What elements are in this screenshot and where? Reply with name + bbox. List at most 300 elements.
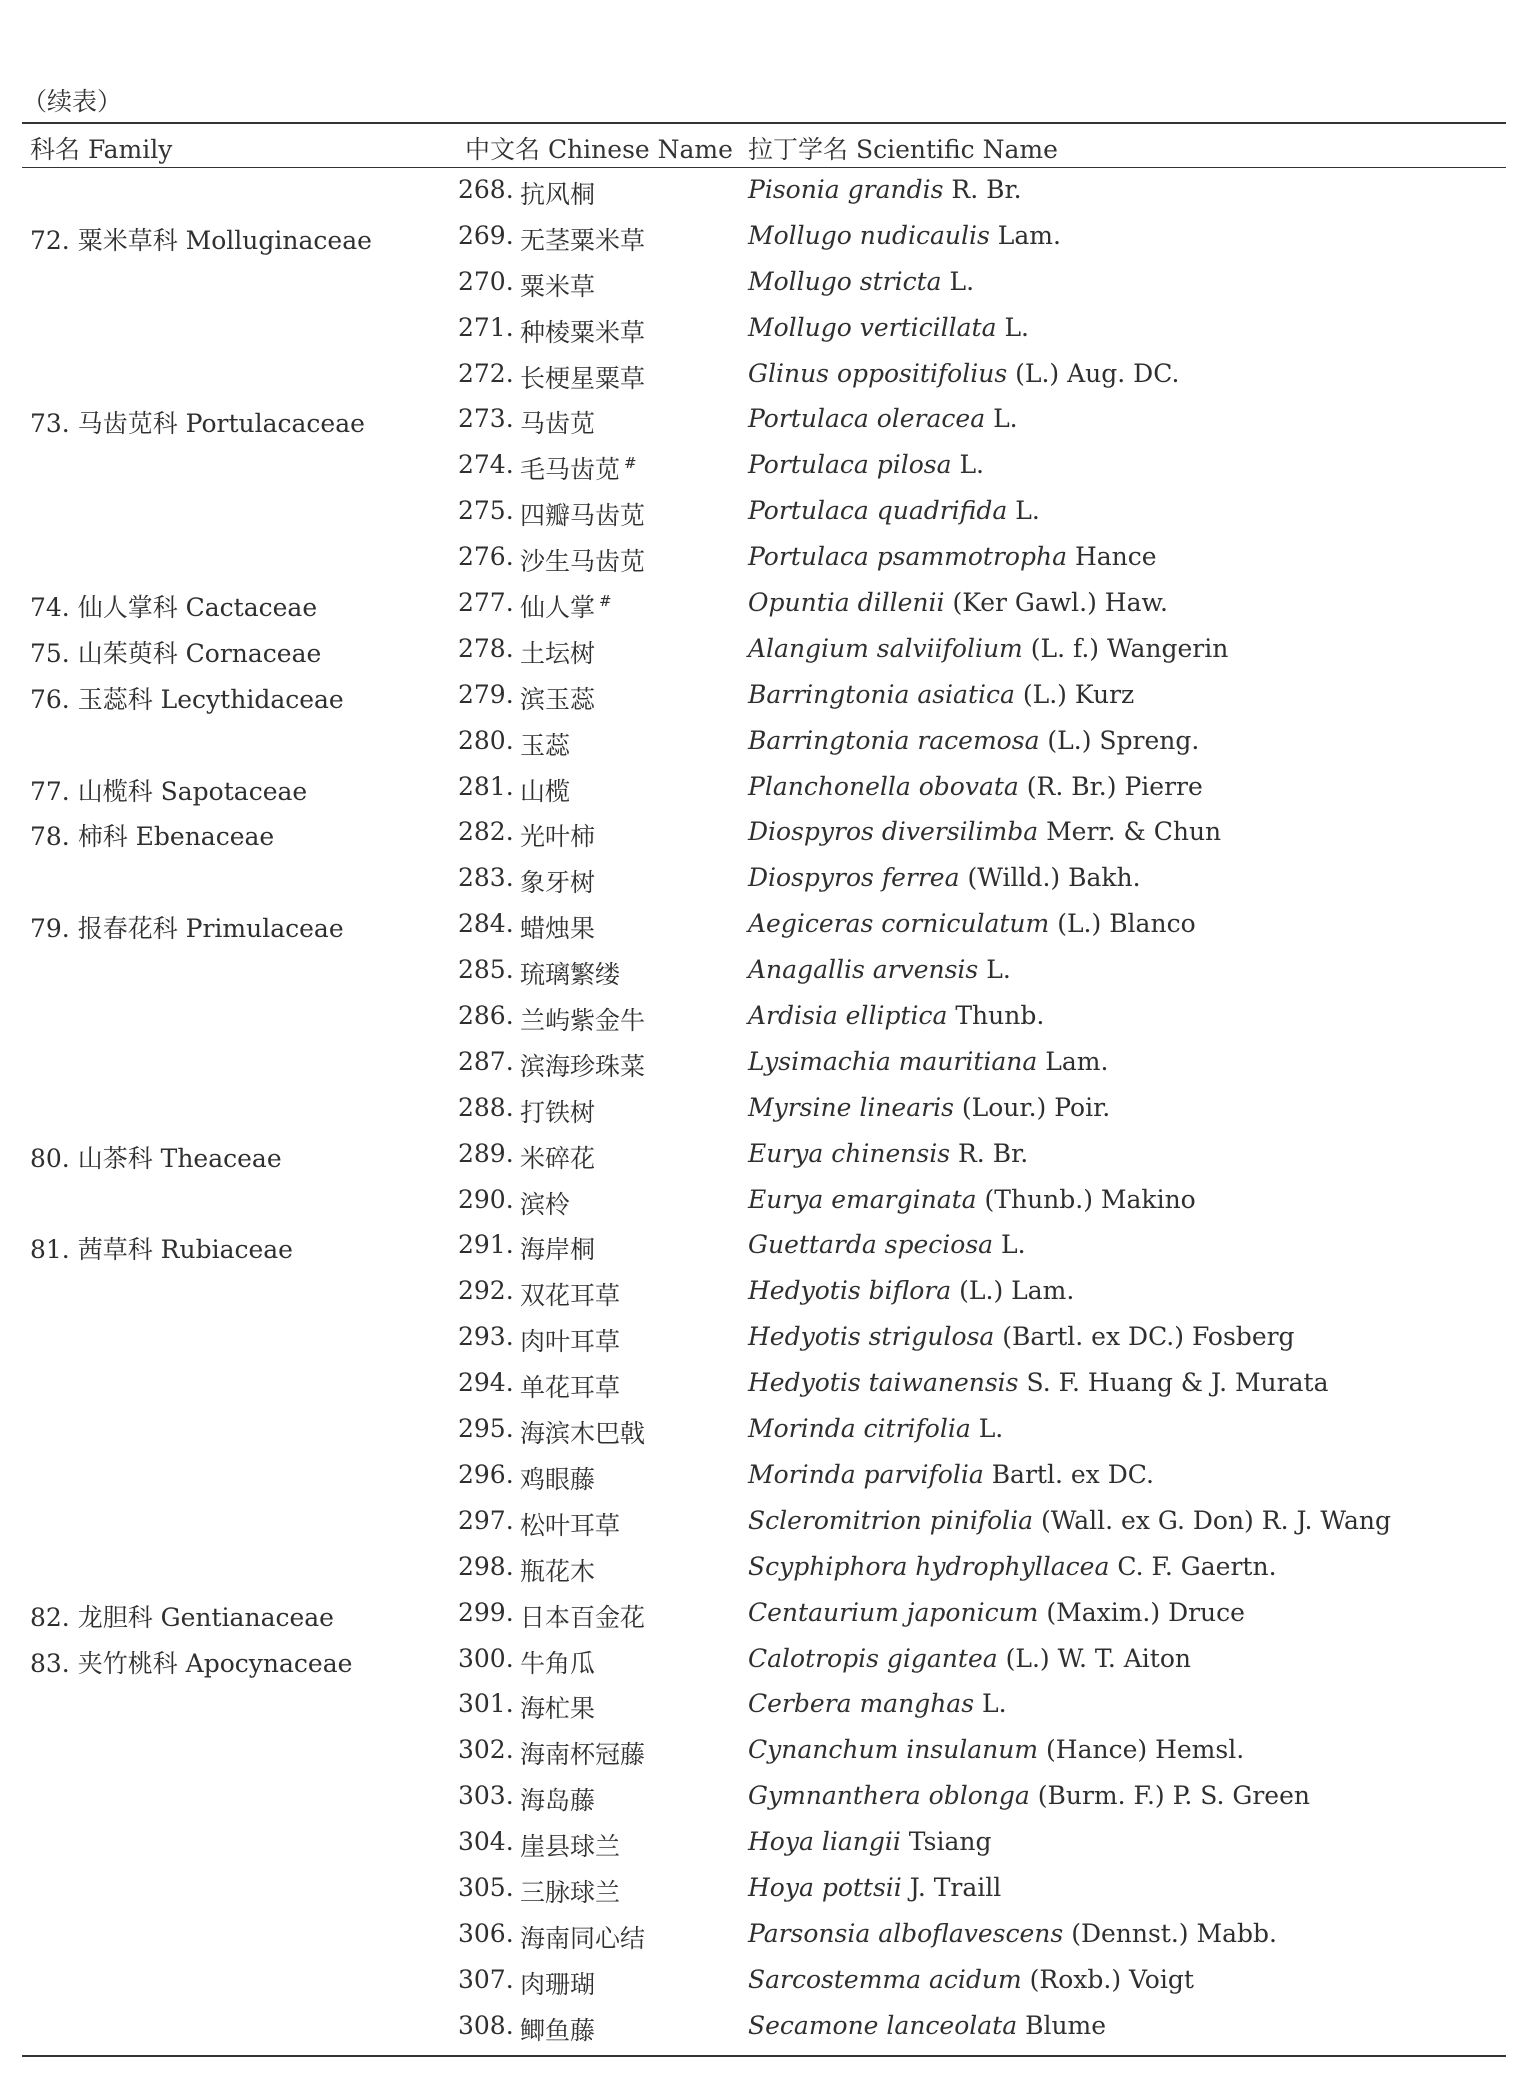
scientific-binomial: Myrsine linearis <box>748 1092 954 1122</box>
scientific-binomial: Portulaca quadrifida <box>748 496 1008 526</box>
family-cell: 78. 柿科 Ebenaceae <box>30 822 275 852</box>
chinese-name-cell <box>520 955 624 991</box>
table-header <box>0 124 1536 167</box>
scientific-binomial: Anagallis arvensis <box>748 955 979 985</box>
chinese-name: 海岛藤 <box>520 1786 596 1816</box>
chinese-name-cell <box>520 1093 599 1129</box>
chinese-name-cell <box>520 313 649 349</box>
species-number: 271. <box>458 312 514 342</box>
chinese-name-cell <box>520 726 574 762</box>
scientific-author: L. <box>1004 312 1030 342</box>
family-cell: 74. 仙人掌科 Cactaceae <box>30 593 318 623</box>
scientific-author: (L.) Blanco <box>1057 909 1196 939</box>
scientific-author: L. <box>993 404 1018 434</box>
species-number: 284. <box>458 909 514 939</box>
scientific-name-cell <box>748 1001 1044 1030</box>
table-row <box>0 1958 1536 2004</box>
scientific-author: (L.) Spreng. <box>1047 725 1200 755</box>
family-cell: 82. 龙胆科 Gentianaceae <box>30 1602 334 1632</box>
chinese-name: 双花耳草 <box>520 1281 621 1311</box>
scientific-name-cell <box>748 221 1061 250</box>
chinese-name: 鲫鱼藤 <box>520 2015 596 2045</box>
scientific-binomial: Calotropis gigantea <box>748 1643 998 1673</box>
species-number: 272. <box>458 358 514 388</box>
chinese-name-cell <box>520 267 599 303</box>
scientific-binomial: Eurya emarginata <box>748 1184 977 1214</box>
scientific-author: L. <box>981 1689 1007 1719</box>
family-cell: 75. 山茱萸科 Cornaceae <box>30 638 322 668</box>
scientific-name-cell <box>748 175 1022 204</box>
family-cell: 80. 山茶科 Theaceae <box>30 1143 282 1173</box>
scientific-author: J. Traill <box>909 1872 1002 1902</box>
scientific-name-cell <box>748 404 1018 433</box>
scientific-binomial: Hedyotis strigulosa <box>748 1322 995 1352</box>
species-number: 290. <box>458 1184 514 1214</box>
chinese-name: 海南同心结 <box>520 1923 646 1953</box>
table-row <box>0 994 1536 1040</box>
table-row <box>0 489 1536 535</box>
scientific-name-cell <box>748 955 1011 984</box>
scientific-name-cell <box>748 1414 1003 1443</box>
species-number: 270. <box>458 266 514 296</box>
scientific-name-cell <box>748 726 1199 755</box>
scientific-name-cell <box>748 588 1168 617</box>
species-number: 278. <box>458 633 514 663</box>
chinese-name: 琉璃繁缕 <box>520 960 621 990</box>
scientific-name-cell <box>748 1919 1277 1948</box>
table-row <box>0 581 1536 627</box>
chinese-name-cell <box>520 1689 599 1725</box>
scientific-name-cell <box>748 1093 1110 1122</box>
scientific-name-cell <box>748 1185 1196 1214</box>
scientific-name-cell <box>748 1735 1244 1764</box>
table-row <box>0 1223 1536 1269</box>
chinese-name: 毛马齿苋 <box>520 455 621 485</box>
chinese-name: 长梗星粟草 <box>520 363 646 393</box>
table-body <box>0 168 1536 2050</box>
scientific-author: Lam. <box>1045 1046 1109 1076</box>
scientific-binomial: Hedyotis taiwanensis <box>748 1368 1019 1398</box>
chinese-name-cell <box>520 1552 599 1588</box>
species-number: 301. <box>458 1689 514 1719</box>
scientific-name-cell <box>748 1460 1154 1489</box>
species-number: 292. <box>458 1276 514 1306</box>
scientific-author: Tsiang <box>908 1827 992 1857</box>
introduced-mark: # <box>599 592 612 611</box>
chinese-name: 鸡眼藤 <box>520 1464 596 1494</box>
species-number: 294. <box>458 1368 514 1398</box>
species-number: 298. <box>458 1551 514 1581</box>
chinese-name: 山榄 <box>520 776 571 806</box>
scientific-binomial: Guettarda speciosa <box>748 1230 994 1260</box>
scientific-name-cell <box>748 359 1179 388</box>
species-number: 286. <box>458 1001 514 1031</box>
chinese-name-cell <box>520 1139 599 1175</box>
chinese-name-cell <box>520 175 599 211</box>
scientific-binomial: Barringtonia racemosa <box>748 725 1040 755</box>
scientific-binomial: Opuntia dillenii <box>748 588 945 618</box>
species-number: 295. <box>458 1414 514 1444</box>
family-cell: 73. 马齿苋科 Portulacaceae <box>30 409 365 439</box>
scientific-binomial: Scyphiphora hydrophyllacea <box>748 1551 1110 1581</box>
species-number: 297. <box>458 1505 514 1535</box>
chinese-name: 光叶柿 <box>520 822 596 852</box>
scientific-binomial: Hoya pottsii <box>748 1872 902 1902</box>
species-number: 276. <box>458 542 514 572</box>
family-cell: 81. 茜草科 Rubiaceae <box>30 1235 293 1265</box>
chinese-name: 瓶花木 <box>520 1556 596 1586</box>
chinese-name-cell <box>520 1873 624 1909</box>
scientific-author: C. F. Gaertn. <box>1117 1551 1277 1581</box>
chinese-name: 四瓣马齿苋 <box>520 501 646 531</box>
table-row <box>0 1912 1536 1958</box>
chinese-name-cell <box>520 1506 624 1542</box>
chinese-name: 日本百金花 <box>520 1602 646 1632</box>
table-row <box>0 1269 1536 1315</box>
chinese-name-cell <box>520 1001 649 1037</box>
chinese-name: 三脉球兰 <box>520 1877 621 1907</box>
chinese-name: 蜡烛果 <box>520 914 596 944</box>
table-row <box>0 719 1536 765</box>
species-number: 300. <box>458 1643 514 1673</box>
scientific-binomial: Pisonia grandis <box>748 175 944 204</box>
chinese-name: 海杧果 <box>520 1694 596 1724</box>
species-number: 268. <box>458 175 514 204</box>
family-cell: 77. 山榄科 Sapotaceae <box>30 776 308 806</box>
chinese-name-cell <box>520 680 599 716</box>
table-row <box>0 1178 1536 1224</box>
scientific-binomial: Morinda citrifolia <box>748 1414 971 1444</box>
scientific-name-cell <box>748 1506 1391 1535</box>
species-number: 273. <box>458 404 514 434</box>
scientific-binomial: Diospyros ferrea <box>748 863 960 893</box>
scientific-author: L. <box>1015 496 1040 526</box>
chinese-name-cell <box>520 817 599 853</box>
scientific-author: (Ker Gawl.) Haw. <box>952 588 1168 618</box>
chinese-name-cell <box>520 634 599 670</box>
scientific-author: (L.) Kurz <box>1022 679 1135 709</box>
scientific-binomial: Alangium salviifolium <box>748 633 1023 663</box>
chinese-name: 仙人掌 <box>520 593 596 623</box>
species-number: 293. <box>458 1322 514 1352</box>
scientific-name-cell <box>748 313 1029 342</box>
species-number: 303. <box>458 1781 514 1811</box>
table-row <box>0 673 1536 719</box>
table-row <box>0 1499 1536 1545</box>
species-number: 305. <box>458 1872 514 1902</box>
scientific-author: L. <box>1001 1230 1026 1260</box>
scientific-name-cell <box>748 1139 1028 1168</box>
species-number: 269. <box>458 220 514 250</box>
scientific-author: (Hance) Hemsl. <box>1046 1735 1245 1765</box>
scientific-name-cell <box>748 1598 1245 1627</box>
scientific-author: Merr. & Chun <box>1046 817 1222 847</box>
chinese-name: 粟米草 <box>520 271 596 301</box>
scientific-author: (Lour.) Poir. <box>961 1092 1111 1122</box>
scientific-author: (L. f.) Wangerin <box>1030 633 1229 663</box>
chinese-name: 单花耳草 <box>520 1373 621 1403</box>
scientific-name-cell <box>748 496 1040 525</box>
table-row <box>0 260 1536 306</box>
chinese-name: 兰屿紫金牛 <box>520 1006 646 1036</box>
chinese-name-cell <box>520 496 649 532</box>
table-row <box>0 1361 1536 1407</box>
species-number: 291. <box>458 1230 514 1260</box>
header-family: 科名 Family <box>30 135 173 164</box>
header-scientific-name: 拉丁学名 Scientific Name <box>748 135 1058 164</box>
scientific-binomial: Ardisia elliptica <box>748 1001 948 1031</box>
chinese-name: 肉珊瑚 <box>520 1969 596 1999</box>
family-cell: 83. 夹竹桃科 Apocynaceae <box>30 1648 353 1678</box>
scientific-binomial: Morinda parvifolia <box>748 1459 984 1489</box>
table-row <box>0 1866 1536 1912</box>
scientific-author: L. <box>986 955 1011 985</box>
scientific-author: (Willd.) Bakh. <box>967 863 1141 893</box>
chinese-name-cell <box>520 1414 649 1450</box>
chinese-name-cell <box>520 1644 599 1680</box>
scientific-binomial: Portulaca oleracea <box>748 404 986 434</box>
family-cell: 76. 玉蕊科 Lecythidaceae <box>30 684 344 714</box>
table-row <box>0 1315 1536 1361</box>
scientific-author: S. F. Huang & J. Murata <box>1026 1368 1329 1398</box>
chinese-name-cell <box>520 1735 649 1771</box>
chinese-name-cell <box>520 1185 574 1221</box>
scientific-author: (L.) Lam. <box>959 1276 1075 1306</box>
scientific-name-cell <box>748 1322 1295 1351</box>
species-number: 282. <box>458 817 514 847</box>
scientific-name-cell <box>748 1230 1026 1259</box>
species-number: 288. <box>458 1092 514 1122</box>
scientific-name-cell <box>748 817 1221 846</box>
species-number: 296. <box>458 1459 514 1489</box>
chinese-name: 象牙树 <box>520 868 596 898</box>
table-row <box>0 856 1536 902</box>
scientific-author: (Burm. F.) P. S. Green <box>1037 1781 1310 1811</box>
scientific-name-cell <box>748 542 1157 571</box>
chinese-name-cell <box>520 1460 599 1496</box>
species-number: 283. <box>458 863 514 893</box>
scientific-binomial: Hoya liangii <box>748 1827 901 1857</box>
scientific-binomial: Mollugo stricta <box>748 266 942 296</box>
scientific-binomial: Mollugo verticillata <box>748 312 997 342</box>
scientific-binomial: Eurya chinensis <box>748 1138 951 1168</box>
chinese-name: 海南杯冠藤 <box>520 1740 646 1770</box>
scientific-author: (L.) Aug. DC. <box>1015 358 1180 388</box>
chinese-name: 海岸桐 <box>520 1235 596 1265</box>
scientific-author: (Maxim.) Druce <box>1046 1597 1245 1627</box>
chinese-name: 肉叶耳草 <box>520 1327 621 1357</box>
scientific-author: R. Br. <box>957 1138 1029 1168</box>
chinese-name-cell <box>520 1598 649 1634</box>
species-number: 306. <box>458 1918 514 1948</box>
species-number: 304. <box>458 1827 514 1857</box>
table-row <box>0 627 1536 673</box>
chinese-name: 滨玉蕊 <box>520 684 596 714</box>
species-number: 307. <box>458 1964 514 1994</box>
scientific-binomial: Parsonsia alboflavescens <box>748 1918 1064 1948</box>
species-number: 275. <box>458 496 514 526</box>
scientific-name-cell <box>748 1827 991 1856</box>
scientific-binomial: Sarcostemma acidum <box>748 1964 1022 1994</box>
scientific-binomial: Planchonella obovata <box>748 771 1019 801</box>
chinese-name: 土坛树 <box>520 638 596 668</box>
scientific-author: L. <box>978 1414 1004 1444</box>
table-row <box>0 306 1536 352</box>
header-chinese-name: 中文名 Chinese Name <box>465 135 733 164</box>
scientific-author: (Thunb.) Makino <box>984 1184 1196 1214</box>
chinese-name: 打铁树 <box>520 1097 596 1127</box>
species-number: 279. <box>458 679 514 709</box>
scientific-name-cell <box>748 1552 1277 1581</box>
table-row <box>0 535 1536 581</box>
scientific-binomial: Lysimachia mauritiana <box>748 1046 1038 1076</box>
chinese-name-cell <box>520 404 599 440</box>
scientific-binomial: Secamone lanceolata <box>748 2010 1018 2040</box>
scientific-name-cell <box>748 1368 1328 1397</box>
scientific-binomial: Aegiceras corniculatum <box>748 909 1050 939</box>
scientific-author: (Wall. ex G. Don) R. J. Wang <box>1040 1505 1391 1535</box>
introduced-mark: # <box>624 454 637 473</box>
table-bottom-rule <box>22 2055 1506 2057</box>
chinese-name-cell <box>520 588 612 624</box>
scientific-author: R. Br. <box>951 175 1022 204</box>
table-row <box>0 1086 1536 1132</box>
table-row <box>0 2004 1536 2050</box>
table-row <box>0 902 1536 948</box>
species-number: 280. <box>458 725 514 755</box>
chinese-name-cell <box>520 909 599 945</box>
chinese-name-cell <box>520 359 649 395</box>
scientific-binomial: Barringtonia asiatica <box>748 679 1015 709</box>
chinese-name-cell <box>520 2011 599 2047</box>
species-number: 287. <box>458 1046 514 1076</box>
scientific-binomial: Mollugo nudicaulis <box>748 220 990 250</box>
chinese-name-cell <box>520 1965 599 2001</box>
chinese-name: 马齿苋 <box>520 409 596 439</box>
table-row <box>0 1591 1536 1637</box>
chinese-name-cell <box>520 1230 599 1266</box>
table-row <box>0 1728 1536 1774</box>
scientific-name-cell <box>748 680 1134 709</box>
scientific-name-cell <box>748 1644 1191 1673</box>
chinese-name: 种棱粟米草 <box>520 317 646 347</box>
scientific-binomial: Hedyotis biflora <box>748 1276 952 1306</box>
table-row <box>0 1545 1536 1591</box>
scientific-name-cell <box>748 1873 1001 1902</box>
species-number: 281. <box>458 771 514 801</box>
species-number: 299. <box>458 1597 514 1627</box>
scientific-author: L. <box>949 266 975 296</box>
table-row <box>0 1774 1536 1820</box>
table-continued-caption: （续表） <box>22 87 123 116</box>
table-row <box>0 1453 1536 1499</box>
scientific-author: (Roxb.) Voigt <box>1029 1964 1194 1994</box>
table-row <box>0 443 1536 489</box>
scientific-author: Hance <box>1074 542 1157 572</box>
table-row <box>0 1132 1536 1178</box>
table-row <box>0 948 1536 994</box>
table-row <box>0 397 1536 443</box>
table-row <box>0 810 1536 856</box>
scientific-name-cell <box>748 2011 1106 2040</box>
chinese-name-cell <box>520 1276 624 1312</box>
scientific-author: Blume <box>1025 2010 1107 2040</box>
scientific-author: Bartl. ex DC. <box>991 1459 1154 1489</box>
chinese-name-cell <box>520 1919 649 1955</box>
species-number: 289. <box>458 1138 514 1168</box>
scientific-author: (Bartl. ex DC.) Fosberg <box>1002 1322 1295 1352</box>
chinese-name-cell <box>520 450 637 486</box>
table-row <box>0 1637 1536 1683</box>
chinese-name-cell <box>520 1827 624 1863</box>
species-number: 274. <box>458 450 514 480</box>
table-row <box>0 1040 1536 1086</box>
family-cell: 72. 粟米草科 Molluginaceae <box>30 225 372 255</box>
chinese-name: 沙生马齿苋 <box>520 547 646 577</box>
table-row <box>0 1682 1536 1728</box>
table-row <box>0 214 1536 260</box>
scientific-binomial: Diospyros diversilimba <box>748 817 1039 847</box>
scientific-binomial: Gymnanthera oblonga <box>748 1781 1030 1811</box>
table-row <box>0 1407 1536 1453</box>
scientific-author: L. <box>959 450 985 480</box>
species-number: 308. <box>458 2010 514 2040</box>
scientific-binomial: Portulaca pilosa <box>748 450 952 480</box>
table-row <box>0 1820 1536 1866</box>
chinese-name: 牛角瓜 <box>520 1648 596 1678</box>
chinese-name-cell <box>520 772 574 808</box>
scientific-binomial: Cynanchum insulanum <box>748 1735 1039 1765</box>
table-row <box>0 765 1536 811</box>
scientific-name-cell <box>748 1047 1108 1076</box>
scientific-name-cell <box>748 1689 1007 1718</box>
scientific-name-cell <box>748 1965 1194 1994</box>
scientific-name-cell <box>748 1276 1074 1305</box>
scientific-binomial: Cerbera manghas <box>748 1689 975 1719</box>
chinese-name-cell <box>520 1322 624 1358</box>
chinese-name: 海滨木巴戟 <box>520 1419 646 1449</box>
scientific-binomial: Glinus oppositifolius <box>748 358 1008 388</box>
scientific-author: Thunb. <box>955 1001 1045 1031</box>
family-cell: 79. 报春花科 Primulaceae <box>30 914 344 944</box>
scientific-name-cell <box>748 863 1141 892</box>
scientific-name-cell <box>748 1781 1310 1810</box>
scientific-binomial: Portulaca psammotropha <box>748 542 1067 572</box>
scientific-author: Lam. <box>997 220 1061 250</box>
scientific-binomial: Scleromitrion pinifolia <box>748 1505 1034 1535</box>
chinese-name: 滨柃 <box>520 1189 571 1219</box>
chinese-name: 崖县球兰 <box>520 1832 621 1862</box>
scientific-author: (R. Br.) Pierre <box>1026 771 1203 801</box>
chinese-name: 滨海珍珠菜 <box>520 1051 646 1081</box>
chinese-name: 无茎粟米草 <box>520 225 646 255</box>
species-number: 285. <box>458 955 514 985</box>
scientific-name-cell <box>748 772 1203 801</box>
chinese-name: 玉蕊 <box>520 730 571 760</box>
scientific-name-cell <box>748 450 984 479</box>
chinese-name-cell <box>520 542 649 578</box>
scientific-name-cell <box>748 909 1196 938</box>
chinese-name: 米碎花 <box>520 1143 596 1173</box>
species-number: 302. <box>458 1735 514 1765</box>
chinese-name-cell <box>520 1781 599 1817</box>
scientific-binomial: Centaurium japonicum <box>748 1597 1039 1627</box>
table-row <box>0 168 1536 214</box>
chinese-name: 抗风桐 <box>520 180 596 209</box>
species-number: 277. <box>458 588 514 618</box>
chinese-name-cell <box>520 1368 624 1404</box>
chinese-name: 松叶耳草 <box>520 1510 621 1540</box>
